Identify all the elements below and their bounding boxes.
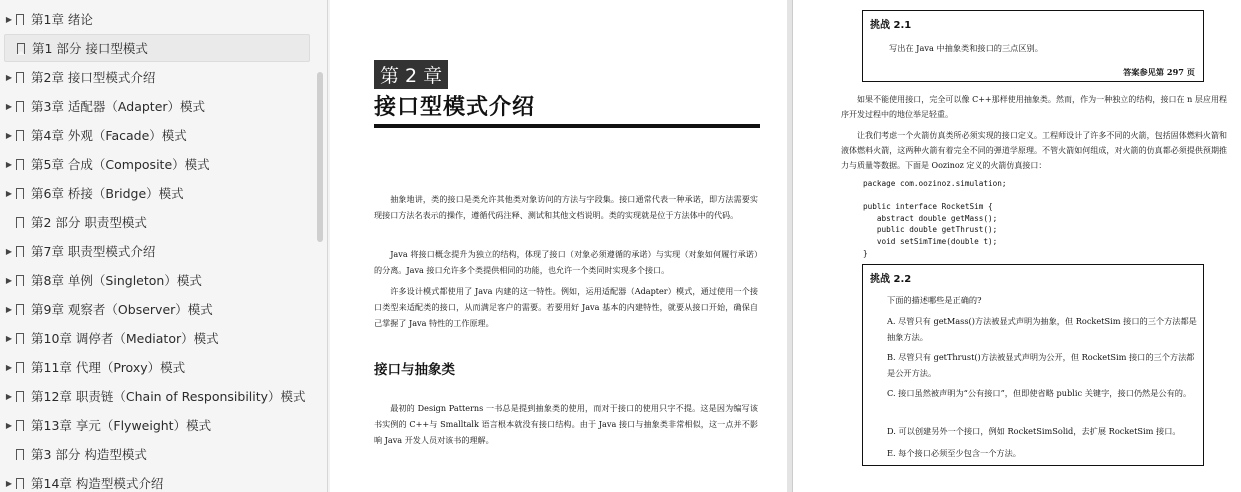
code-line: abstract double getMass(); <box>863 213 998 223</box>
code-line: public interface RocketSim { <box>863 202 993 212</box>
option-item: E. 每个接口必须至少包含一个方法。 <box>887 448 1021 458</box>
expand-arrow-icon[interactable]: ▶ <box>5 101 13 111</box>
paragraph: 如果不能使用接口，完全可以像 C++那样使用抽象类。然而，作为一种独立的结构，接口在 n 层应用程序开发过程中的地位举足轻重。 <box>841 95 1227 119</box>
toc-item[interactable] <box>4 34 310 62</box>
toc-item-label: 第6章 桥接（Bridge）模式 <box>31 186 184 201</box>
challenge-title: 挑战 2.1 <box>870 20 912 31</box>
challenge-title: 挑战 2.2 <box>870 274 912 285</box>
toc-item[interactable] <box>4 469 310 492</box>
option-item: A. 尽管只有 getMass()方法被显式声明为抽象，但 RocketSim 接口的三个方法都是抽象方法。 <box>887 316 1197 342</box>
toc-item-label: 第2章 接口型模式介绍 <box>31 70 156 85</box>
toc-item-label: 第8章 单例（Singleton）模式 <box>31 273 202 288</box>
bookmark-icon <box>16 130 24 141</box>
answer-reference: 答案参见第 297 页 <box>1123 67 1195 77</box>
challenge-box <box>862 10 1204 82</box>
toc-item-label: 第2 部分 职责型模式 <box>31 215 147 230</box>
expand-arrow-icon[interactable]: ▶ <box>5 362 13 372</box>
toc-item[interactable] <box>4 92 310 120</box>
bookmark-icon <box>17 43 25 54</box>
option-item: B. 尽管只有 getThrust()方法被显式声明为公开，但 RocketSim 接口的三个方法都是公开方法。 <box>887 352 1195 378</box>
expand-arrow-icon[interactable]: ▶ <box>5 159 13 169</box>
paragraph: 抽象地讲，类的接口是类允许其他类对象访问的方法与字段集。接口通常代表一种承诺，即方法需要实现接口方法名表示的操作，遵循代码注释、测试和其他文档说明。类的实现就是位于方法体中的代码。 <box>374 194 758 220</box>
toc-item[interactable] <box>4 353 310 381</box>
expand-arrow-icon[interactable]: ▶ <box>5 130 13 140</box>
toc-item-label: 第13章 享元（Flyweight）模式 <box>31 418 212 433</box>
toc-item[interactable] <box>4 63 310 91</box>
toc-item[interactable] <box>4 5 310 33</box>
expand-arrow-icon[interactable]: ▶ <box>5 275 13 285</box>
chapter-title: 接口型模式介绍 <box>374 95 536 120</box>
expand-arrow-icon[interactable]: ▶ <box>5 188 13 198</box>
toc-item[interactable] <box>4 266 310 294</box>
toc-item-label: 第9章 观察者（Observer）模式 <box>31 302 213 317</box>
toc-item-label: 第5章 合成（Composite）模式 <box>31 157 210 172</box>
bookmark-icon <box>16 275 24 286</box>
toc-item-label: 第3 部分 构造型模式 <box>31 447 147 462</box>
bookmark-icon <box>16 101 24 112</box>
right-page <box>792 0 1241 492</box>
expand-arrow-icon[interactable]: ▶ <box>5 333 13 343</box>
option-item: D. 可以创建另外一个接口，例如 RocketSimSolid，去扩展 RocketSim 接口。 <box>887 426 1181 436</box>
bookmark-icon <box>16 420 24 431</box>
toc-item[interactable] <box>4 208 310 236</box>
toc-item-label: 第14章 构造型模式介绍 <box>31 476 164 491</box>
expand-arrow-icon[interactable]: ▶ <box>5 304 13 314</box>
toc-item-label: 第1章 绪论 <box>31 12 93 27</box>
expand-arrow-icon[interactable]: ▶ <box>5 246 13 256</box>
bookmark-icon <box>16 449 24 460</box>
bookmark-icon <box>16 304 24 315</box>
bookmark-icon <box>16 159 24 170</box>
toc-item[interactable] <box>4 324 310 352</box>
paragraph: 许多设计模式都使用了 Java 内建的这一特性。例如，运用适配器（Adapter）模式，通过使用一个接口类型来适配类的接口，从而满足客户的需要。若要用好 Java 基本的内建特性，就要从接口开始，确保自己掌握了 Java 特性的工作原理。 <box>374 286 758 328</box>
toc-item-label: 第11章 代理（Proxy）模式 <box>31 360 186 375</box>
challenge-question: 下面的描述哪些是正确的? <box>887 295 982 305</box>
bookmark-icon <box>16 14 24 25</box>
challenge-box <box>862 264 1204 466</box>
code-line: } <box>863 248 868 258</box>
expand-arrow-icon[interactable]: ▶ <box>5 72 13 82</box>
bookmark-icon <box>16 217 24 228</box>
toc-item-label: 第10章 调停者（Mediator）模式 <box>31 331 219 346</box>
toc-item-label: 第1 部分 接口型模式 <box>32 41 148 56</box>
toc-item[interactable] <box>4 150 310 178</box>
toc-item[interactable] <box>4 179 310 207</box>
toc-item[interactable] <box>4 440 310 468</box>
toc-item[interactable] <box>4 237 310 265</box>
bookmark-icon <box>16 246 24 257</box>
left-page <box>330 0 787 492</box>
expand-arrow-icon[interactable]: ▶ <box>5 478 13 488</box>
bookmark-icon <box>16 478 24 489</box>
toc-item-label: 第3章 适配器（Adapter）模式 <box>31 99 206 114</box>
title-rule <box>374 124 760 128</box>
toc-item-label: 第7章 职责型模式介绍 <box>31 244 156 259</box>
code-line: void setSimTime(double t); <box>863 237 998 246</box>
paragraph: Java 将接口概念提升为独立的结构，体现了接口（对象必须遵循的承诺）与实现（对象如何履行承诺）的分离。Java 接口允许多个类提供相同的功能，也允许一个类同时实现多个接口。 <box>374 249 758 275</box>
toc-item[interactable] <box>4 382 310 410</box>
section-heading: 接口与抽象类 <box>374 362 455 378</box>
code-line: public double getThrust(); <box>863 225 998 235</box>
option-item: C. 接口虽然被声明为“公有接口”，但即使省略 public 关键字，接口仍然是公有的。 <box>887 388 1192 398</box>
toc-item-label: 第12章 职责链（Chain of Responsibility）模式 <box>31 389 306 404</box>
toc-item[interactable] <box>4 411 310 439</box>
challenge-text: 写出在 Java 中抽象类和接口的三点区别。 <box>889 43 1043 53</box>
code-line: package com.oozinoz.simulation; <box>863 179 1007 188</box>
bookmark-icon <box>16 362 24 373</box>
chapter-label: 第 2 章 <box>374 60 448 89</box>
toc-item[interactable] <box>4 121 310 149</box>
bookmark-icon <box>16 188 24 199</box>
toc-item-label: 第4章 外观（Facade）模式 <box>31 128 187 143</box>
toc-sidebar <box>0 0 328 492</box>
expand-arrow-icon[interactable]: ▶ <box>5 391 13 401</box>
sidebar-scrollbar[interactable] <box>317 72 323 242</box>
bookmark-icon <box>16 72 24 83</box>
paragraph: 最初的 Design Patterns 一书总是提到抽象类的使用，而对于接口的使用只字不提。这是因为编写该书实例的 C++与 Smalltalk 语言根本就没有接口结构。由于 Java 接口与抽象类非常相似，这一点并不影响 Java 开发人员对该书的理解。 <box>374 403 758 445</box>
expand-arrow-icon[interactable]: ▶ <box>5 14 13 24</box>
bookmark-icon <box>16 391 24 402</box>
bookmark-icon <box>16 333 24 344</box>
paragraph: 让我们考虑一个火箭仿真类所必须实现的接口定义。工程师设计了许多不同的火箭，包括固体燃料火箭和液体燃料火箭，这两种火箭有着完全不同的弹道学原理。不管火箭如何组成，对火箭的仿真都必须提供预期推力与质量等数据。下面是 Oozinoz 定义的火箭仿真接口： <box>841 131 1227 170</box>
expand-arrow-icon[interactable]: ▶ <box>5 420 13 430</box>
toc-item[interactable] <box>4 295 310 323</box>
